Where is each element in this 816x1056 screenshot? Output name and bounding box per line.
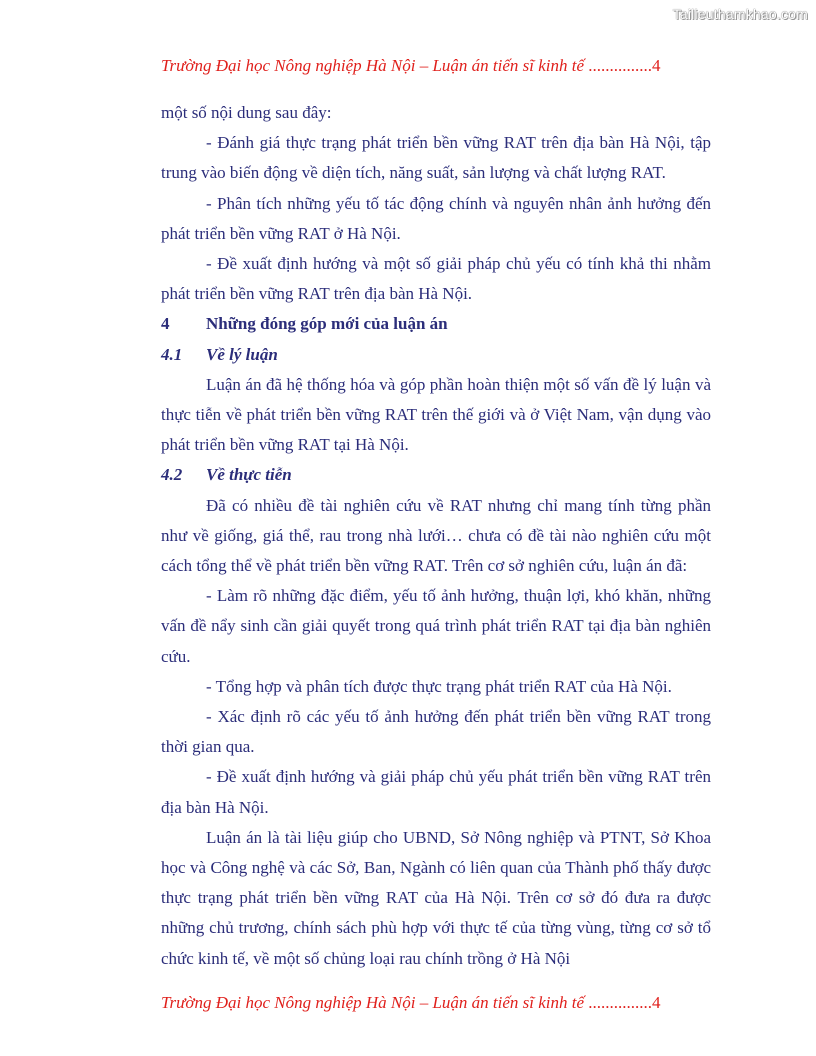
section-heading [161, 309, 711, 339]
header-page-number: 4 [652, 56, 661, 75]
running-header [161, 56, 721, 76]
header-dots: ............... [588, 56, 653, 75]
document-body [161, 98, 711, 974]
footer-page-number: 4 [652, 993, 661, 1012]
subsection-heading [161, 460, 711, 490]
bullet-paragraph: - Làm rõ những đặc điểm, yếu tố ảnh hưởng, thuận lợi, khó khăn, những vấn đề nẩy sinh cần giải quyết trong quá trình phát triển RAT tại địa bàn nghiên cứu. [161, 586, 711, 666]
subsection-heading [161, 340, 711, 370]
footer-dots: ............... [588, 993, 653, 1012]
paragraph: Luận án là tài liệu giúp cho UBND, Sở Nông nghiệp và PTNT, Sở Khoa học và Công nghệ và các Sở, Ban, Ngành có liên quan của Thành phố thấy được thực trạng phát triển bền vững RAT của Hà Nội. Trên cơ sở đó đưa ra được những chủ trương, chính sách phù hợp với thực tế của từng vùng, từng cơ sở tổ chức kinh tế, về một số chủng loại rau chính trồng ở Hà Nội [161, 827, 711, 968]
subsection-number: 4.1 [161, 344, 183, 364]
subsection-number: 4.2 [161, 465, 183, 485]
bullet-paragraph: - Tổng hợp và phân tích được thực trạng phát triển RAT của Hà Nội. [206, 676, 672, 696]
section-number: 4 [161, 314, 170, 334]
paragraph: Đã có nhiều đề tài nghiên cứu về RAT nhưng chỉ mang tính từng phần như về giống, giá thể, rau trong nhà lưới… chưa có đề tài nào nghiên cứu một cách tổng thể về phát triển bền vững RAT. Trên cơ sở nghiên cứu, luận án đã: [161, 495, 711, 576]
watermark: Tailieuthamkhao.com [672, 6, 808, 22]
running-footer [161, 993, 721, 1013]
section-title: Những đóng góp mới của luận án [206, 314, 448, 334]
subsection-title: Về lý luận [206, 344, 278, 364]
bullet-paragraph: - Phân tích những yếu tố tác động chính và nguyên nhân ảnh hưởng đến phát triển bền vững RAT ở Hà Nội. [161, 193, 711, 243]
bullet-paragraph: - Đề xuất định hướng và một số giải pháp chủ yếu có tính khả thi nhằm phát triển bền vững RAT trên địa bàn Hà Nội. [161, 254, 711, 304]
subsection-title: Về thực tiễn [206, 465, 292, 485]
bullet-paragraph: - Đánh giá thực trạng phát triển bền vững RAT trên địa bàn Hà Nội, tập trung vào biến động về diện tích, năng suất, sản lượng và chất lượng RAT. [161, 133, 711, 183]
paragraph: Luận án đã hệ thống hóa và góp phần hoàn thiện một số vấn đề lý luận và thực tiễn về phát triển bền vững RAT trên thế giới và ở Việt Nam, vận dụng vào phát triển bền vững RAT tại Hà Nội. [161, 374, 711, 455]
paragraph: một số nội dung sau đây: [161, 103, 332, 122]
footer-text: Trường Đại học Nông nghiệp Hà Nội – Luận án tiến sĩ kinh tế [161, 993, 589, 1012]
bullet-paragraph: - Đề xuất định hướng và giải pháp chủ yếu phát triển bền vững RAT trên địa bàn Hà Nội. [161, 767, 711, 817]
bullet-paragraph: - Xác định rõ các yếu tố ảnh hưởng đến phát triển bền vững RAT trong thời gian qua. [161, 707, 711, 757]
header-text: Trường Đại học Nông nghiệp Hà Nội – Luận án tiến sĩ kinh tế [161, 56, 589, 75]
